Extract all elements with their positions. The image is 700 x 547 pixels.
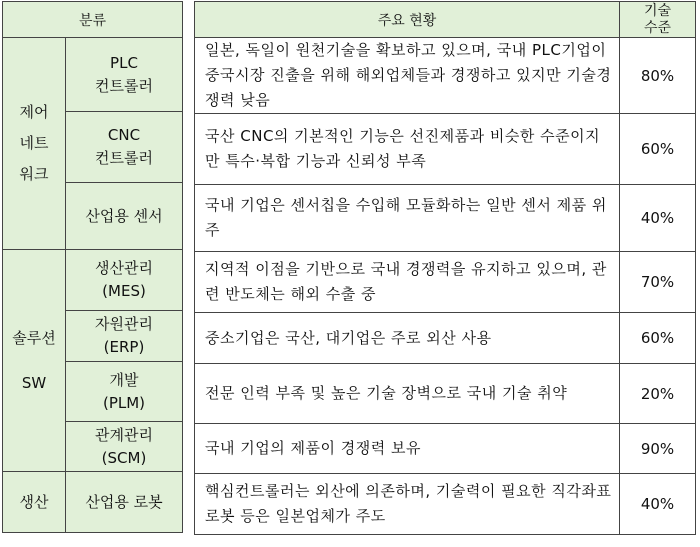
status-table bbox=[194, 1, 696, 535]
level-scm: 90% bbox=[620, 424, 696, 474]
desc-erp: 중소기업은 국산, 대기업은 주로 외산 사용 bbox=[195, 313, 620, 364]
desc-scm: 국내 기업의 제품이 경쟁력 보유 bbox=[195, 424, 620, 474]
level-cnc: 60% bbox=[620, 114, 696, 185]
subcategory-cnc: CNC 컨트롤러 bbox=[66, 112, 183, 183]
group-line: 생산 bbox=[19, 492, 49, 511]
group-solution-sw bbox=[3, 250, 66, 472]
subcategory-scm: 관계관리 (SCM) bbox=[66, 422, 183, 472]
header-level: 기술 수준 bbox=[620, 2, 696, 38]
desc-robot: 핵심컨트롤러는 외산에 의존하며, 기술력이 필요한 직각좌표 로봇 등은 일본업체가 주도 bbox=[195, 474, 620, 535]
group-production bbox=[3, 472, 66, 533]
group-line: 솔루션 bbox=[12, 328, 56, 347]
level-robot: 40% bbox=[620, 474, 696, 535]
desc-sensor: 국내 기업은 센서칩을 수입해 모듈화하는 일반 센서 제품 위주 bbox=[195, 185, 620, 252]
level-sensor: 40% bbox=[620, 185, 696, 252]
level-plc: 80% bbox=[620, 38, 696, 114]
group-line: SW bbox=[21, 373, 47, 392]
subcategory-plm: 개발 (PLM) bbox=[66, 362, 183, 422]
group-line: 제어 bbox=[19, 103, 49, 121]
group-control-network bbox=[3, 38, 66, 250]
desc-plm: 전문 인력 부족 및 높은 기술 장벽으로 국내 기술 취약 bbox=[195, 364, 620, 424]
group-line: 워크 bbox=[19, 165, 49, 183]
header-category: 분류 bbox=[3, 2, 183, 38]
desc-cnc: 국산 CNC의 기본적인 기능은 선진제품과 비슷한 수준이지만 특수·복합 기능과 신뢰성 부족 bbox=[195, 114, 620, 185]
desc-plc: 일본, 독일이 원천기술을 확보하고 있으며, 국내 PLC기업이 중국시장 진출을 위해 해외업체들과 경쟁하고 있지만 기술경쟁력 낮음 bbox=[195, 38, 620, 114]
subcategory-robot: 산업용 로봇 bbox=[66, 472, 183, 533]
header-status: 주요 현황 bbox=[195, 2, 620, 38]
group-line: 네트 bbox=[19, 134, 49, 152]
subcategory-plc: PLC 컨트롤러 bbox=[66, 38, 183, 112]
desc-mes: 지역적 이점을 기반으로 국내 경쟁력을 유지하고 있으며, 관련 반도체는 해외 수출 중 bbox=[195, 252, 620, 313]
level-mes: 70% bbox=[620, 252, 696, 313]
subcategory-erp: 자원관리 (ERP) bbox=[66, 311, 183, 362]
level-erp: 60% bbox=[620, 313, 696, 364]
category-table bbox=[2, 1, 183, 533]
subcategory-sensor: 산업용 센서 bbox=[66, 183, 183, 250]
subcategory-mes: 생산관리 (MES) bbox=[66, 250, 183, 311]
level-plm: 20% bbox=[620, 364, 696, 424]
